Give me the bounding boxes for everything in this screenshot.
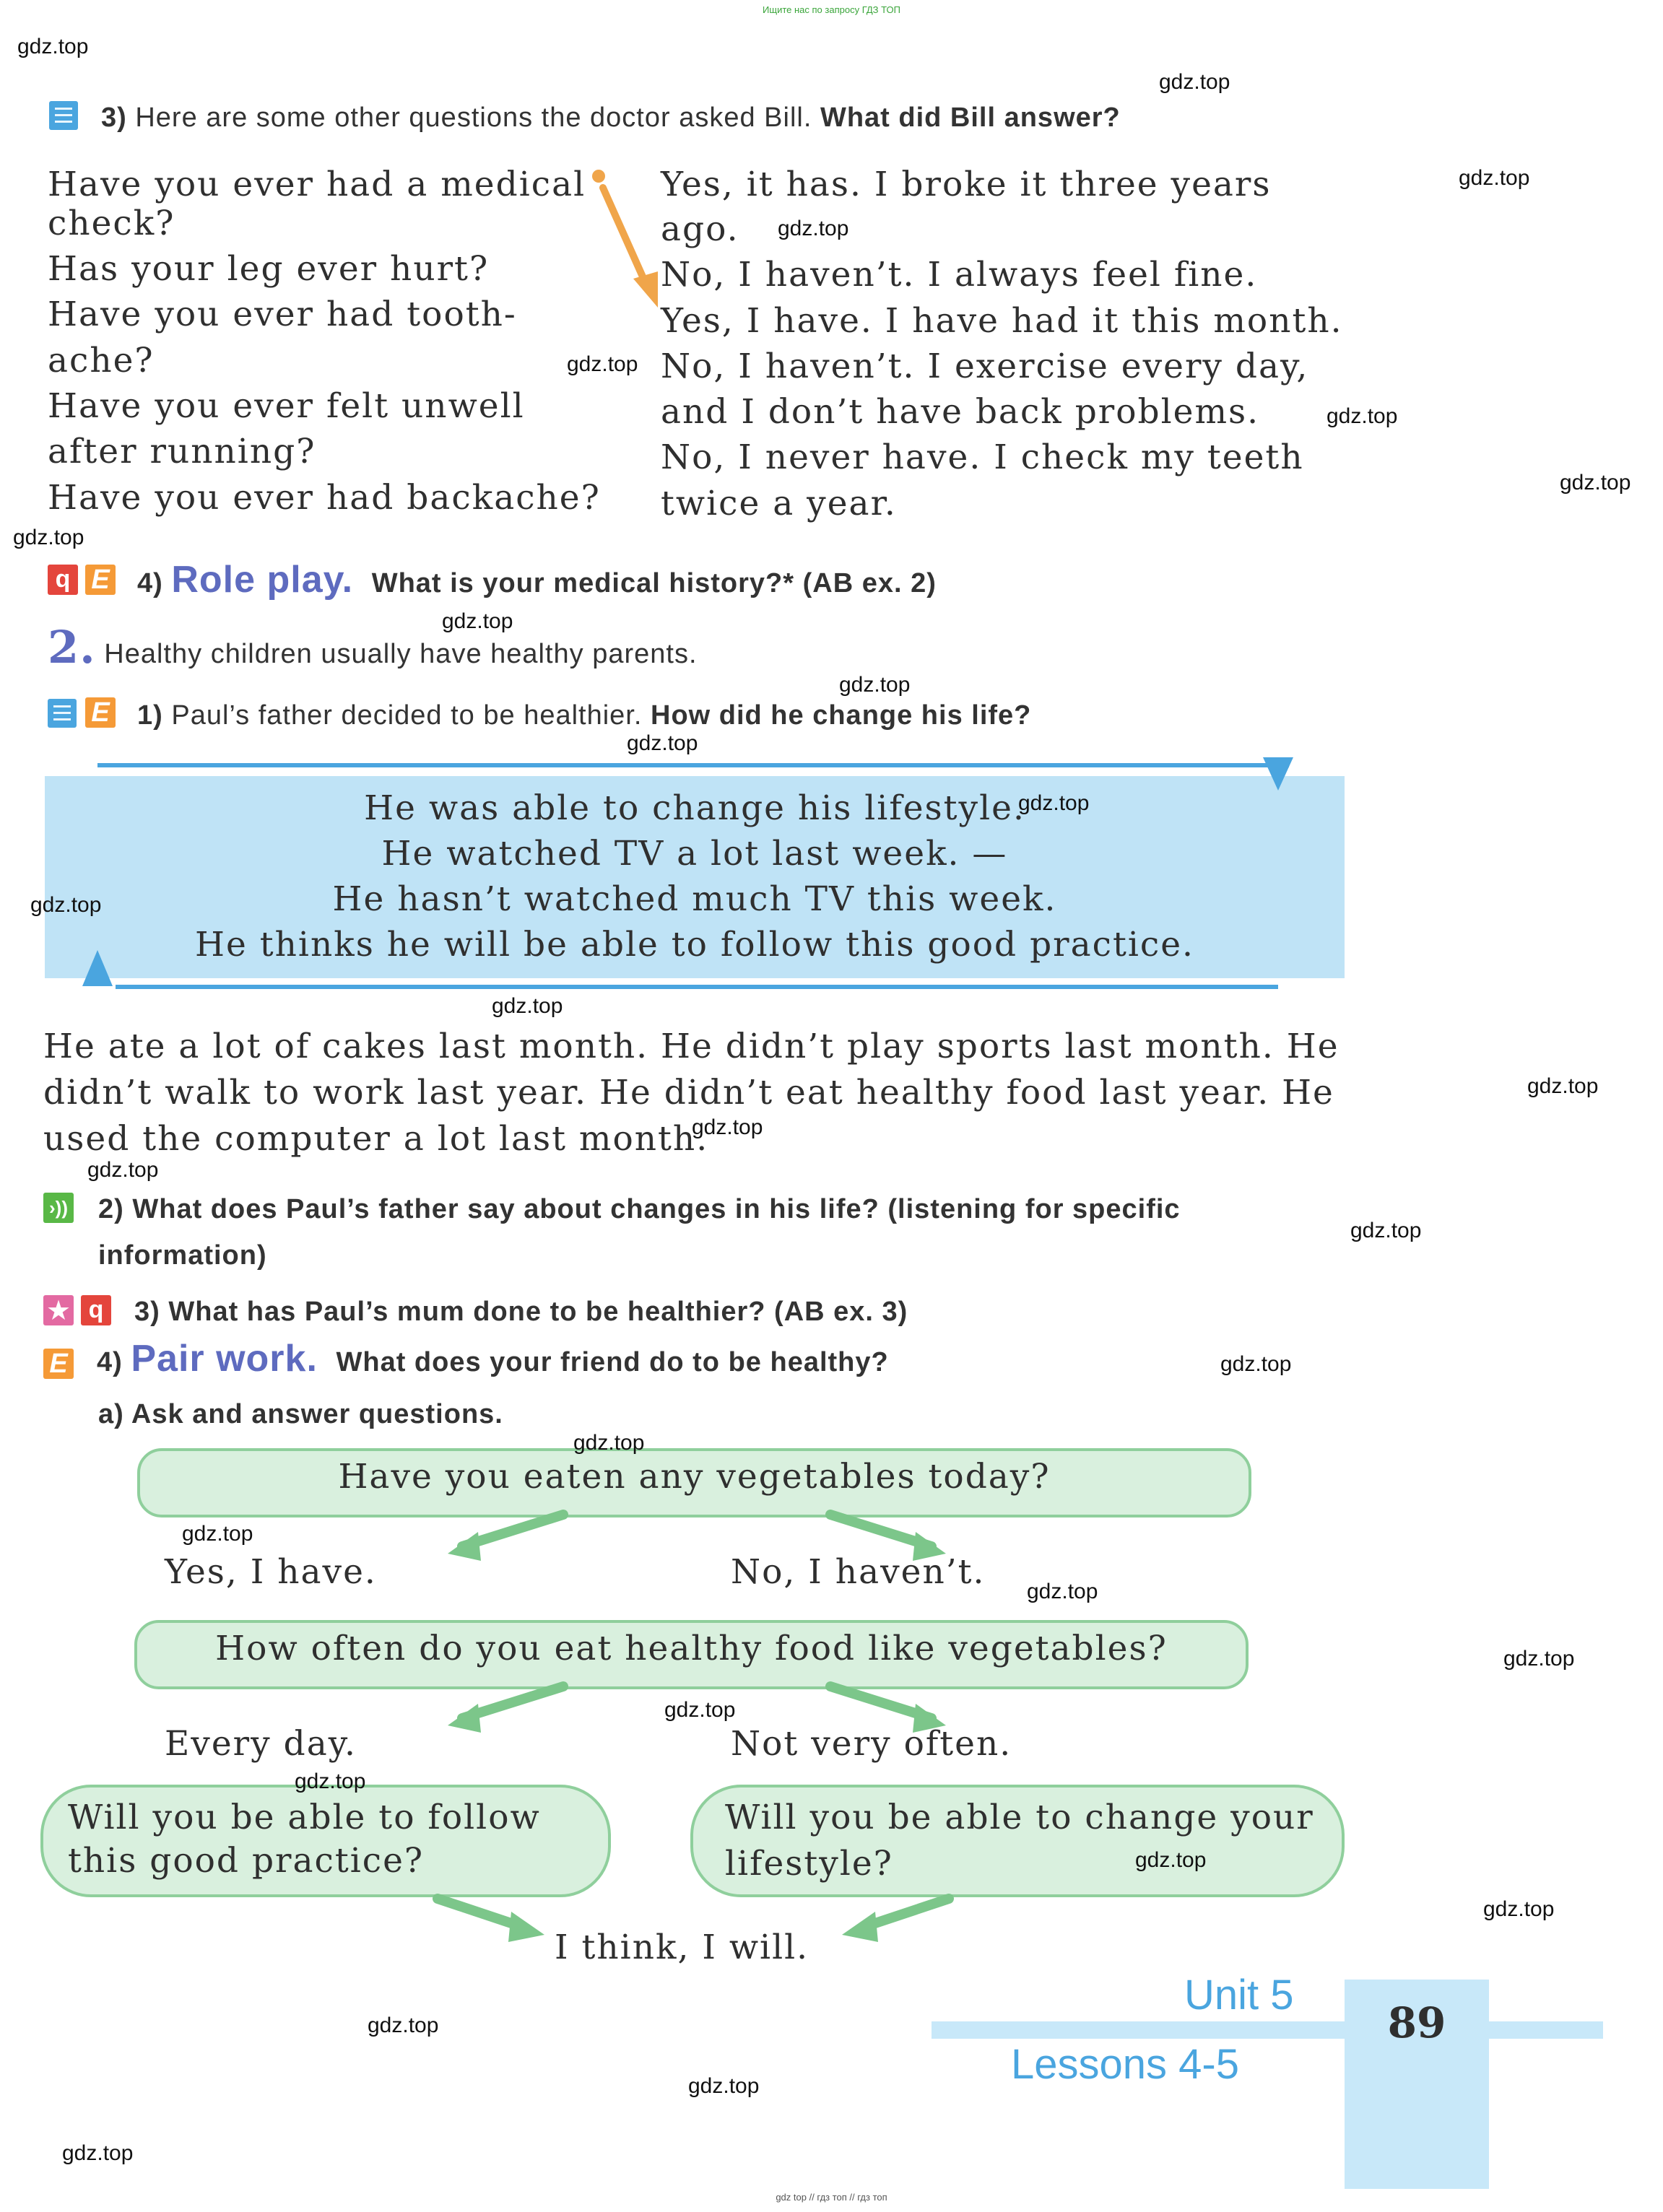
ex2-4-instruction: [97, 1337, 889, 1380]
watermark: gdz.top: [688, 2074, 760, 2098]
arrow-left-icon: [433, 1681, 578, 1738]
ex2-2-line2: information): [98, 1240, 267, 1271]
watermark: gdz.top: [778, 217, 849, 240]
ex1-3-text: Here are some other questions the doctor asked Bill.: [135, 103, 812, 133]
ex2-text: Healthy children usually have healthy parents.: [104, 639, 698, 669]
watermark: gdz.top: [1503, 1647, 1575, 1671]
question-line: Has your leg ever hurt?: [48, 249, 490, 289]
question-3-left-line: Will you be able to follow: [68, 1798, 541, 1837]
orange-arrow-icon: [589, 166, 668, 310]
answer-line: No, I never have. I check my teeth: [661, 437, 1304, 477]
arrow-left-icon: [433, 1509, 578, 1567]
e-icon: E: [85, 565, 116, 595]
ex2-1-number: 1): [137, 700, 163, 731]
listening-icon[interactable]: ›)): [43, 1193, 74, 1223]
box-line: He was able to change his lifestyle.: [364, 788, 1025, 828]
unit-label: Unit 5: [1184, 1972, 1294, 2019]
watermark: gdz.top: [62, 2141, 134, 2165]
workbook-icon: q: [81, 1295, 111, 1325]
question-1: Have you eaten any vegetables today?: [338, 1457, 1051, 1497]
answer-every-day: Every day.: [165, 1724, 357, 1764]
answer-line: twice a year.: [661, 484, 897, 523]
watermark: gdz.top: [573, 1431, 645, 1455]
watermark: gdz.top: [692, 1115, 763, 1139]
question-line: Have you ever had tooth-: [48, 295, 517, 334]
question-line: ache?: [48, 341, 155, 380]
ex1-3-number: 3): [101, 103, 127, 133]
ex2-2-number: 2): [98, 1194, 124, 1224]
ex1-4-instruction: [137, 558, 937, 601]
watermark: gdz.top: [567, 352, 638, 376]
ex1-3-bold: What did Bill answer?: [820, 103, 1121, 133]
ex2-4-title: Pair work.: [131, 1338, 318, 1380]
watermark: gdz.top: [839, 673, 911, 697]
answer-line: ago.: [661, 209, 739, 249]
ex2-2-line1: [98, 1194, 1181, 1225]
e-icon: E: [85, 697, 116, 728]
watermark: gdz.top: [1327, 404, 1398, 428]
watermark: gdz.top: [368, 2013, 439, 2037]
watermark: gdz.top: [30, 893, 102, 917]
ex2-1-instruction: [137, 700, 1031, 731]
ex1-4-text: What is your medical history?* (AB ex. 2): [371, 568, 937, 598]
ex2-4-sub: a) Ask and answer questions.: [98, 1399, 503, 1429]
watermark: gdz.top: [1220, 1352, 1292, 1376]
question-3-right-line: lifestyle?: [725, 1844, 893, 1884]
grammar-box-text: [45, 785, 1345, 967]
question-line: Have you ever had backache?: [48, 478, 601, 518]
answer-line: and I don’t have back problems.: [661, 392, 1260, 432]
e-icon: E: [43, 1349, 74, 1379]
ex2-heading: [48, 621, 698, 674]
watermark: gdz.top: [1159, 70, 1230, 94]
answer-yes-1: Yes, I have.: [165, 1552, 377, 1592]
question-line: after running?: [48, 432, 316, 471]
watermark: gdz.top: [627, 731, 698, 755]
question-line: check?: [48, 204, 175, 243]
watermark: gdz.top: [87, 1158, 159, 1182]
footer-band: [932, 2021, 1603, 2039]
answer-line: No, I haven’t. I always feel fine.: [661, 255, 1258, 295]
bottom-note: gdz top // гдз топ // гдз топ: [776, 2192, 887, 2203]
ex2-3-number: 3): [134, 1297, 160, 1327]
watermark: gdz.top: [664, 1698, 736, 1722]
ex2-4-text: What does your friend do to be healthy?: [336, 1347, 889, 1377]
box-bottom-rule: [116, 985, 1278, 989]
watermark: gdz.top: [17, 35, 89, 58]
ex2-1-text: Paul’s father decided to be healthier.: [171, 700, 643, 731]
list-icon: [48, 699, 77, 728]
ex1-4-title: Role play.: [171, 559, 354, 601]
ex2-3-instruction: [134, 1297, 908, 1328]
ex1-4-number: 4): [137, 568, 163, 598]
box-line: He watched TV a lot last week. —: [381, 834, 1008, 874]
top-search-note: Ищите нас по запросу ГДЗ ТОП: [763, 4, 900, 15]
watermark: gdz.top: [13, 526, 84, 549]
watermark: gdz.top: [1527, 1074, 1599, 1098]
watermark: gdz.top: [1350, 1219, 1422, 1242]
arrow-left-icon: [830, 1891, 960, 1949]
question-3-left-line: this good practice?: [68, 1841, 425, 1881]
watermark: gdz.top: [1459, 166, 1530, 190]
arrow-right-icon: [426, 1891, 556, 1949]
paragraph-line: used the computer a lot last month.: [43, 1119, 709, 1159]
ex2-3-text: What has Paul’s mum done to be healthier? (AB ex. 3): [168, 1297, 908, 1327]
paragraph-line: He ate a lot of cakes last month. He didn’t play sports last month. He: [43, 1027, 1339, 1066]
paragraph-line: didn’t walk to work last year. He didn’t eat healthy food last year. He: [43, 1073, 1334, 1112]
watermark: gdz.top: [1135, 1848, 1207, 1872]
answer-line: Yes, I have. I have had it this month.: [661, 301, 1343, 341]
workbook-icon: q: [48, 565, 78, 595]
ex2-number: 2.: [48, 621, 96, 674]
box-line: He thinks he will be able to follow this good practice.: [195, 925, 1194, 965]
ex1-3-instruction: [101, 103, 1121, 134]
ex2-1-bold: How did he change his life?: [651, 700, 1032, 731]
watermark: gdz.top: [182, 1522, 253, 1546]
watermark: gdz.top: [1483, 1897, 1555, 1921]
ex2-2-text: What does Paul’s father say about changes in his life? (listening for specific: [132, 1194, 1181, 1224]
box-top-rule: [97, 763, 1289, 767]
watermark: gdz.top: [492, 994, 563, 1018]
answer-line: Yes, it has. I broke it three years: [661, 165, 1272, 204]
question-2: How often do you eat healthy food like vegetables?: [215, 1629, 1168, 1668]
watermark: gdz.top: [1027, 1580, 1098, 1603]
question-line: Have you ever felt unwell: [48, 386, 525, 426]
lessons-label: Lessons 4-5: [1011, 2041, 1239, 2088]
list-icon: [49, 101, 78, 130]
question-line: Have you ever had a medical: [48, 165, 586, 204]
watermark: gdz.top: [1560, 471, 1631, 495]
answer-no-1: No, I haven’t.: [731, 1552, 986, 1592]
answer-not-often: Not very often.: [731, 1724, 1012, 1764]
watermark: gdz.top: [1018, 791, 1090, 815]
page-number: 89: [1387, 1998, 1446, 2047]
answer-line: No, I haven’t. I exercise every day,: [661, 347, 1309, 386]
watermark: gdz.top: [295, 1769, 366, 1793]
box-line: He hasn’t watched much TV this week.: [332, 879, 1057, 919]
watermark: gdz.top: [442, 609, 513, 633]
ex2-4-number: 4): [97, 1347, 123, 1377]
star-icon: ★: [43, 1295, 74, 1325]
final-answer: I think, I will.: [555, 1928, 809, 1967]
question-3-right-line: Will you be able to change your: [725, 1798, 1314, 1837]
